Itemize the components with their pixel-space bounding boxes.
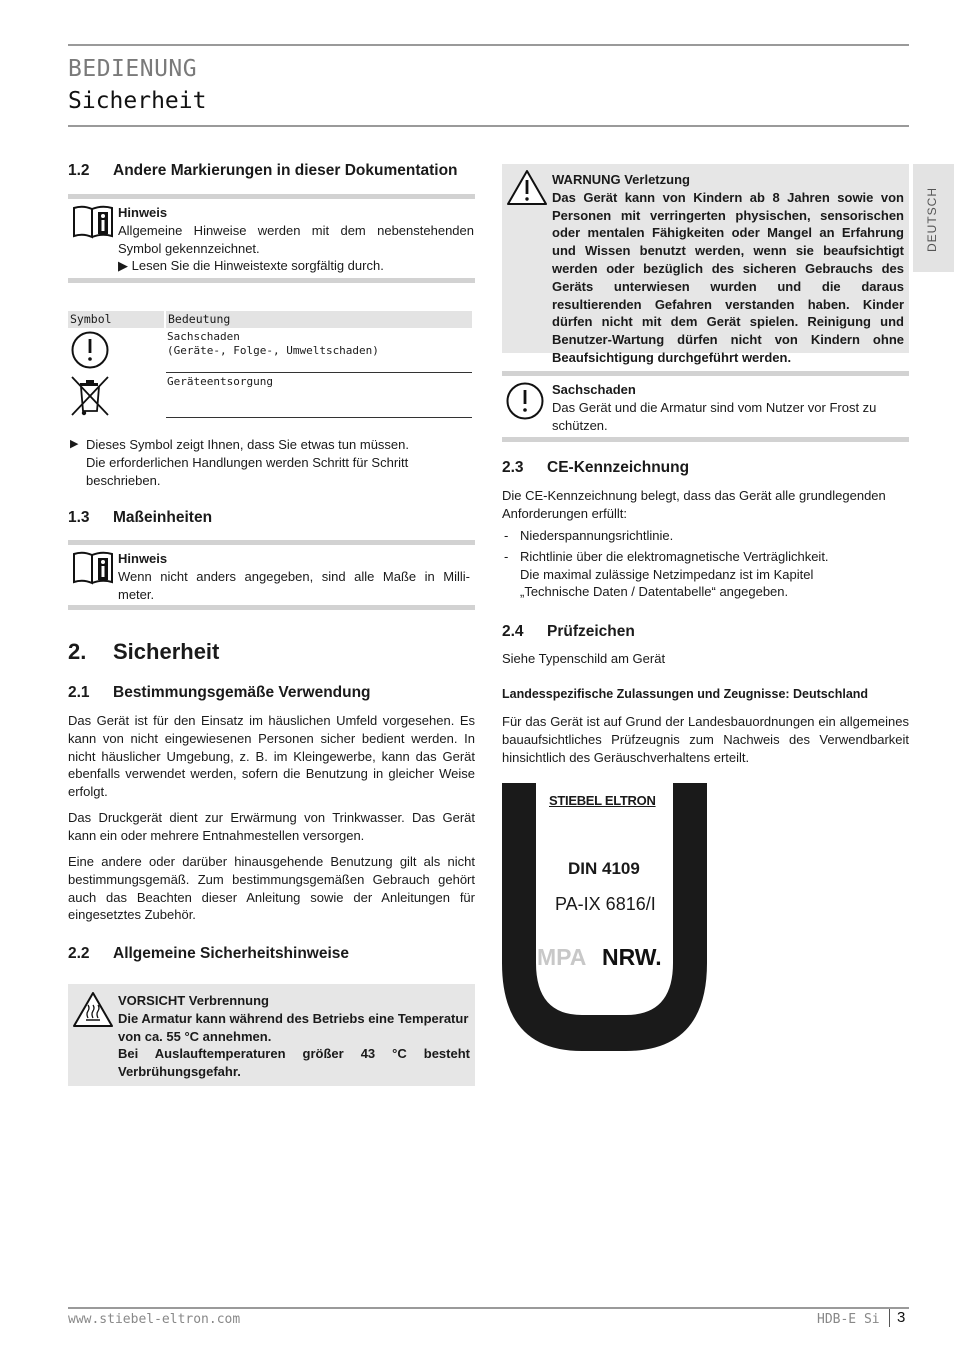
ce-intro: Die CE-Kennzeichnung belegt, dass das Gerät alle grundlegenden Anforderungen erfüllt: bbox=[502, 488, 886, 521]
warning-text: WARNUNG Verletzung Das Gerät kann von Kindern ab 8 Jahren sowie von Personen mit verringerten physischen, sensorischen oder mentalen Fähigkeiten oder Mangel an Erfahrung und Wissen benutzt werden, wenn sie beaufsichtigt werden oder bezüglich des sicheren Gebrauchs des Geräts unterwiesen wurden und die daraus resultierenden Gefahren verstanden haben. Kinder dürfen nicht mit dem Gerät spielen. Reinigung und Benutzer-Wartung dürfen nicht von Kindern ohne Beaufsichtigung durchgeführt werden. bbox=[552, 172, 904, 365]
info-book-icon bbox=[72, 204, 114, 240]
chapter-2-heading: 2. Sicherheit bbox=[68, 639, 220, 664]
page-title: Sicherheit bbox=[68, 88, 207, 114]
header-rule-top bbox=[68, 44, 909, 46]
table-header-meaning: Bedeutung bbox=[166, 311, 472, 328]
section-2-1-heading: 2.1 Bestimmungsgemäße Verwendung bbox=[68, 684, 371, 701]
hot-surface-warning-icon bbox=[71, 990, 115, 1030]
footer-rule bbox=[68, 1307, 909, 1309]
nrw-label: NRW. bbox=[602, 944, 662, 970]
footer-model: HDB-E Si bbox=[817, 1312, 880, 1327]
damage-warning-icon bbox=[505, 381, 545, 421]
info-book-icon bbox=[72, 550, 114, 586]
caution-text: VORSICHT Verbrennung Die Armatur kann während des Betriebs eine Temperatur von ca. 55 °C annehmen. Bei Auslauftemperaturen größer 43 °C besteht Verbrühungsgefahr. bbox=[118, 993, 470, 1080]
hint-bar-bottom bbox=[68, 278, 475, 283]
section-1-3-heading: 1.3 Maßeinheiten bbox=[68, 509, 213, 526]
table-line bbox=[166, 417, 472, 418]
country-approvals-heading: Landesspezifische Zulassungen und Zeugnisse: Deutschland bbox=[502, 687, 869, 701]
damage-bar-bottom bbox=[502, 437, 909, 442]
table-line bbox=[166, 372, 472, 373]
hint-2: Hinweis Wenn nicht anders angegeben, sind alle Maße in Milli- meter. bbox=[118, 551, 470, 602]
page-number: 3 bbox=[897, 1309, 906, 1326]
damage-bar-top bbox=[502, 371, 909, 376]
header-rule-bottom bbox=[68, 125, 909, 127]
type-plate-text: Siehe Typenschild am Gerät bbox=[502, 651, 666, 666]
country-approvals-text: Für das Gerät ist auf Grund der Landesbauordnungen ein allgemeines bauaufsichtliches Prüfzeugnis zum Nachweis des Verwendbarkeit hinsichtlich des Geräuschverhaltens erteilt. bbox=[502, 714, 909, 765]
section-1-2-heading: 1.2 Andere Markierungen in dieser Dokumentation bbox=[68, 162, 458, 179]
stiebel-eltron-brand: STIEBEL ELTRON bbox=[549, 793, 656, 808]
paragraph-use-3: Eine andere oder darüber hinausgehende Benutzung gilt als nicht bestimmungsgemäß. Zum bestimmungsgemäßen Gebrauch gehört auch das Beachten dieser Anleitung sowie der Anleitungen für eingesetztes Zubehör. bbox=[68, 854, 475, 923]
hint-bar-bottom bbox=[68, 605, 475, 610]
section-2-3-heading: 2.3 CE-Kennzeichnung bbox=[502, 459, 690, 476]
ce-list: - Niederspannungsrichtlinie. - Richtlinie über die elektromagnetische Verträglichkeit. Die maximal zulässige Netzimpedanz ist im Kapitel „Technische Daten / Datentabelle“ angegeben. bbox=[504, 528, 829, 600]
section-2-2-heading: 2.2 Allgemeine Sicherheitshinweise bbox=[68, 945, 350, 962]
table-row1-text: Sachschaden (Geräte-, Folge-, Umweltschaden) bbox=[167, 330, 379, 357]
paragraph-use-2: Das Druckgerät dient zur Erwärmung von Trinkwasser. Das Gerät kann ein oder mehrere Entnahmestellen versorgen. bbox=[68, 810, 475, 843]
footer-divider bbox=[889, 1309, 890, 1327]
disposal-bin-icon bbox=[70, 375, 110, 417]
language-tab bbox=[913, 164, 954, 272]
hint-bar-top bbox=[68, 540, 475, 545]
test-mark-logo bbox=[502, 783, 708, 1053]
damage-text: Sachschaden Das Gerät und die Armatur sind vom Nutzer vor Frost zu schützen. bbox=[552, 382, 877, 433]
footer-url[interactable]: www.stiebel-eltron.com bbox=[68, 1312, 241, 1327]
paragraph-use-1: Das Gerät ist für den Einsatz im häuslichen Umfeld vorgesehen. Es kann von nicht eingewiesenen Personen sicher bedient werden. In nicht häuslicher Umgebung, z. B. im Kleingewerbe, kann das Gerät ebenfalls verwendet werden, sofern die Benutzung in gleicher Weise erfolgt. bbox=[68, 713, 475, 800]
din-label: DIN 4109 bbox=[568, 859, 640, 878]
mpa-label: MPA bbox=[537, 944, 587, 970]
action-instruction: ▶ Dieses Symbol zeigt Ihnen, dass Sie etwas tun müssen. Die erforderlichen Handlungen werden Schritt für Schritt beschrieben. bbox=[70, 437, 409, 488]
language-tab-label: DEUTSCH bbox=[925, 186, 939, 252]
section-2-4-heading: 2.4 Prüfzeichen bbox=[502, 623, 635, 640]
hint-bar-top bbox=[68, 194, 475, 199]
damage-warning-icon bbox=[70, 330, 110, 370]
hint-1: Hinweis Allgemeine Hinweise werden mit dem nebenstehenden Symbol gekennzeichnet. ▶ Lesen Sie die Hinweistexte sorgfältig durch. bbox=[118, 205, 474, 274]
table-header-symbol: Symbol bbox=[68, 311, 164, 328]
warning-triangle-icon bbox=[505, 168, 549, 208]
pa-label: PA-IX 6816/I bbox=[555, 894, 656, 914]
table-row2-text: Geräteentsorgung bbox=[167, 375, 273, 388]
arrow-right-icon: ▶ bbox=[70, 438, 79, 450]
header-category: BEDIENUNG bbox=[68, 56, 198, 82]
